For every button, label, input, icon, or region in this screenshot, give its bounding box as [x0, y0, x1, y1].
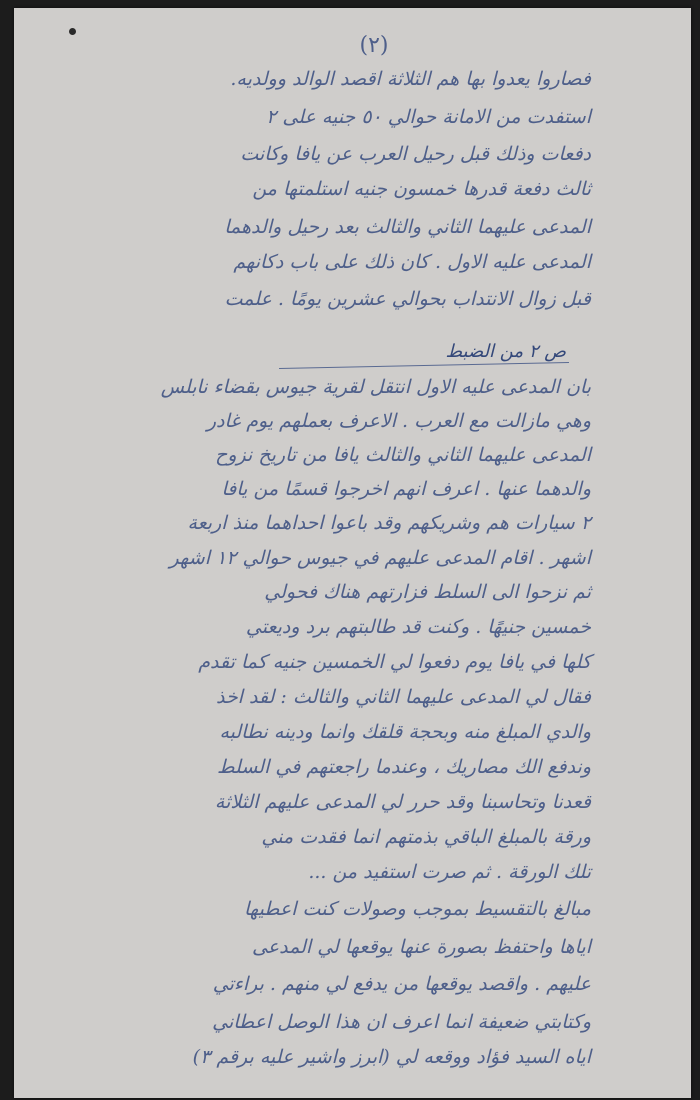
document-page — [14, 8, 691, 1098]
divider-line — [279, 362, 569, 369]
text-line: ٢ سيارات هم وشريكهم وقد باعوا احداهما منذ اربعة — [187, 512, 591, 534]
text-line: دفعات وذلك قبل رحيل العرب عن يافا وكانت — [240, 143, 591, 165]
text-line: كلها في يافا يوم دفعوا لي الخمسين جنيه كما تقدم — [198, 651, 591, 673]
text-line: وهي مازالت مع العرب . الاعرف بعملهم يوم غادر — [206, 410, 591, 432]
text-line: اشهر . اقام المدعى عليهم في جيوس حوالي ١٢ اشهر — [169, 547, 591, 569]
section-reference: ص ٢ من الضبط — [445, 341, 566, 362]
text-line: وندفع الك مصاريك ، وعندما راجعتهم في السلط — [217, 756, 591, 778]
text-line: تلك الورقة . ثم صرت استفيد من ... — [308, 861, 591, 883]
text-line: عليهم . واقصد يوقعها من يدفع لي منهم . براءتي — [212, 973, 591, 995]
punch-hole — [69, 28, 76, 35]
text-line: المدعى عليه الاول . كان ذلك على باب دكانهم — [233, 251, 591, 273]
text-line: وكتابتي ضعيفة انما اعرف ان هذا الوصل اعطاني — [212, 1011, 591, 1033]
text-line: استفدت من الامانة حوالي ٥٠ جنيه على ٢ — [266, 106, 591, 128]
text-line: المدعى عليهما الثاني والثالث يافا من تاريخ نزوح — [215, 444, 591, 466]
text-line: والدهما عنها . اعرف انهم اخرجوا قسمًا من يافا — [221, 478, 591, 500]
text-line: ثالث دفعة قدرها خمسون جنيه استلمتها من — [252, 178, 591, 200]
text-line: المدعى عليهما الثاني والثالث بعد رحيل والدهما — [224, 216, 591, 238]
text-line: بان المدعى عليه الاول انتقل لقرية جيوس بقضاء نابلس — [160, 376, 591, 398]
text-line: ثم نزحوا الى السلط فزارتهم هناك فحولي — [264, 581, 591, 603]
text-line: اياه السيد فؤاد ووقعه لي (ابرز واشير عليه برقم ٣) — [192, 1046, 591, 1068]
text-line: والدي المبلغ منه وبحجة قلقك وانما ودينه نطالبه — [219, 721, 591, 743]
text-line: فصاروا يعدوا بها هم الثلاثة اقصد الوالد وولديه. — [230, 68, 591, 90]
text-line: فقال لي المدعى عليهما الثاني والثالث : لقد اخذ — [215, 686, 591, 708]
page-number: (٢) — [359, 33, 389, 58]
text-line: اياها واحتفظ بصورة عنها يوقعها لي المدعى — [251, 936, 591, 958]
text-line: خمسين جنيهًا . وكنت قد طالبتهم برد وديعتي — [245, 616, 591, 638]
text-line: مبالغ بالتقسيط بموجب وصولات كنت اعطيها — [244, 898, 591, 920]
text-line: قعدنا وتحاسبنا وقد حرر لي المدعى عليهم الثلاثة — [214, 791, 591, 813]
text-line: قبل زوال الانتداب بحوالي عشرين يومًا . علمت — [224, 288, 591, 310]
text-line: ورقة بالمبلغ الباقي بذمتهم انما فقدت مني — [261, 826, 591, 848]
